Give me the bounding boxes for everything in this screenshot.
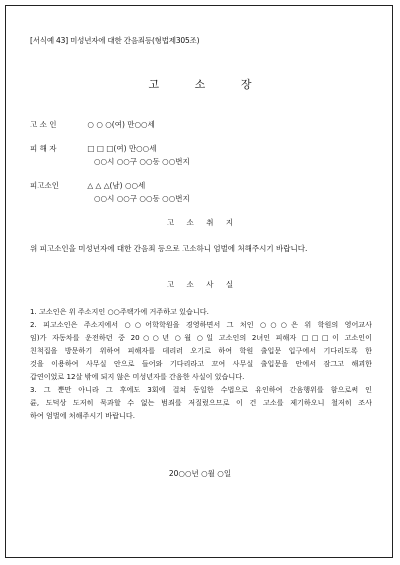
accused-address: ○○시 ○○구 ○○동 ○○번지 xyxy=(94,194,190,203)
facts-line: 갑연이었로 12살 밖에 되지 않은 미성년자를 간음한 사실이 있습니다. xyxy=(30,372,245,381)
victim-block xyxy=(30,143,190,167)
facts-line: 1. 고소인은 위 주소지인 ○○주택가에 거주하고 있습니다. xyxy=(30,307,209,316)
accused-label: 피고소인 xyxy=(30,181,59,190)
victim-name: □ □ □(여) 만○○세 xyxy=(87,144,157,153)
facts-heading-char: 사 xyxy=(206,280,214,289)
title-char: 소 xyxy=(194,78,206,91)
facts-line: 륜, 도덕상 도저히 묵과할 수 없는 범죄를 저질렀으므로 이 건 고소를 제기하오니 철저히 조사 xyxy=(30,398,372,407)
purpose-heading-char: 지 xyxy=(225,218,234,227)
facts-heading-char: 실 xyxy=(225,280,234,289)
complainant-label: 고 소 인 xyxy=(30,120,57,129)
complainant-block xyxy=(30,119,155,130)
purpose-heading-char: 소 xyxy=(186,218,194,227)
title-char: 장 xyxy=(240,78,252,91)
purpose-heading xyxy=(0,217,400,228)
title-char: 고 xyxy=(148,78,160,91)
facts-heading-char: 소 xyxy=(186,280,194,289)
complainant-name: ○ ○ ○(여) 만○○세 xyxy=(87,120,155,129)
facts-line: 것을 이용하여 사무실 안으로 들어와 기다리라고 꼬여 사무실 출입문을 안에서 잠그고 해괴한 xyxy=(30,359,372,368)
facts-heading-char: 고 xyxy=(166,280,175,289)
facts-body xyxy=(30,305,372,422)
facts-line: 친척집을 방문하기 위하여 피해자를 데리러 오기로 하여 학원 출입문 입구에서 기다리도록 한 xyxy=(30,346,372,355)
form-label: [서식예 43] 미성년자에 대한 간음죄등(형법제305조) xyxy=(30,36,200,45)
facts-line: 3. 그 뿐만 아니라 그 후에도 3회에 걸쳐 동일한 수법으로 유인하여 간음행위를 함으로써 인 xyxy=(30,385,372,394)
victim-address: ○○시 ○○구 ○○동 ○○번지 xyxy=(94,157,190,166)
facts-line: 2. 피고소인은 주소지에서 ○○어학학원을 경영하면서 그 처인 ○○○은 위 학원의 영어교사 xyxy=(30,320,372,329)
accused-name: △ △ △(남) ○○세 xyxy=(87,181,146,190)
purpose-heading-char: 고 xyxy=(166,218,175,227)
facts-line: 임)가 자동차를 운전하던 중 20○○년 ○월 ○일 고소인의 2녀인 피해자 □□□이 고소인이 xyxy=(30,333,372,342)
document-title xyxy=(0,76,400,92)
purpose-heading-char: 취 xyxy=(206,218,214,227)
purpose-text: 위 피고소인을 미성년자에 대한 간음죄 등으로 고소하니 엄벌에 처해주시기 바랍니다. xyxy=(30,244,308,253)
victim-label: 피 해 자 xyxy=(30,144,57,153)
facts-line: 하여 엄벌에 처해주시기 바랍니다. xyxy=(30,411,135,420)
document-date: 20○○년 ○월 ○일 xyxy=(168,469,232,478)
accused-block xyxy=(30,180,190,204)
facts-heading xyxy=(0,279,400,290)
